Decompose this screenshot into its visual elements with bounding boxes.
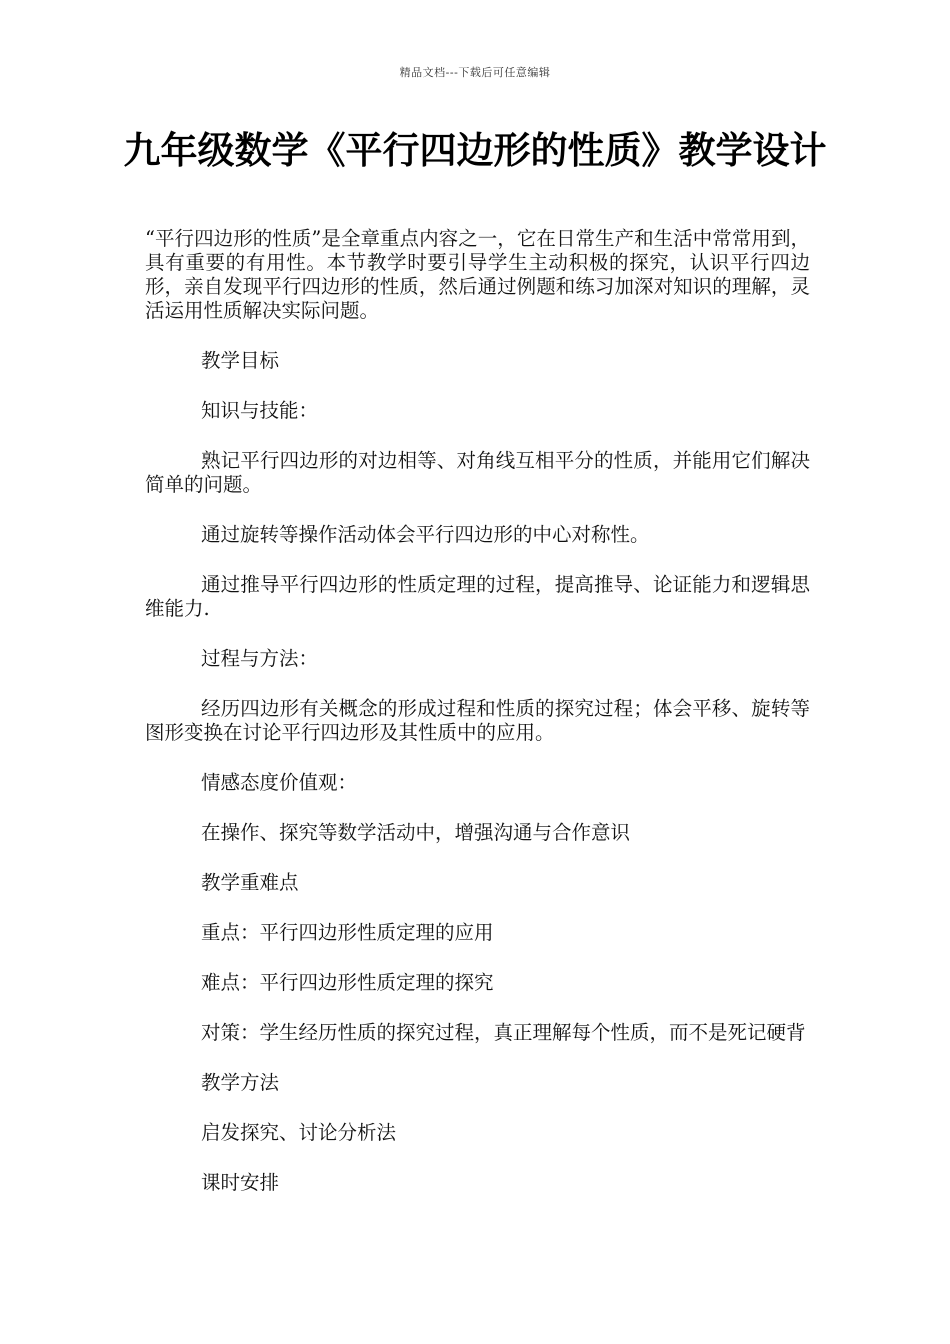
paragraph-method: 启发探究、讨论分析法 [201, 1121, 397, 1144]
paragraph-goal-1: 熟记平行四边形的对边相等、对角线互相平分的性质，并能用它们解决简单的问题。 [145, 449, 810, 496]
paragraph-goal-3: 通过推导平行四边形的性质定理的过程，提高推导、论证能力和逻辑思维能力. [145, 573, 810, 620]
paragraph-goal-2: 通过旋转等操作活动体会平行四边形的中心对称性。 [201, 523, 650, 546]
paragraph-strategy: 对策：学生经历性质的探究过程，真正理解每个性质，而不是死记硬背 [201, 1021, 806, 1044]
section-heading-teaching-method: 教学方法 [201, 1071, 280, 1094]
subheading-attitude-values: 情感态度价值观： [201, 771, 358, 794]
subheading-knowledge-skills: 知识与技能： [201, 399, 319, 422]
section-heading-teaching-goals: 教学目标 [201, 349, 280, 372]
section-heading-schedule: 课时安排 [201, 1171, 280, 1194]
page-header: 精品文档---下载后可任意编辑 [399, 66, 551, 79]
paragraph-process: 经历四边形有关概念的形成过程和性质的探究过程；体会平移、旋转等图形变换在讨论平行四边形及其性质中的应用。 [145, 697, 810, 744]
paragraph-attitude: 在操作、探究等数学活动中，增强沟通与合作意识 [201, 821, 631, 844]
paragraph-key-point: 重点：平行四边形性质定理的应用 [201, 921, 494, 944]
paragraph-difficult-point: 难点：平行四边形性质定理的探究 [201, 971, 494, 994]
document-title: 九年级数学《平行四边形的性质》教学设计 [123, 128, 827, 172]
intro-paragraph: “平行四边形的性质”是全章重点内容之一，它在日常生产和生活中常常用到，具有重要的有用性。本节教学时要引导学生主动积极的探究，认识平行四边形，亲自发现平行四边形的性质，然后通过例题和练习加深对知识的理解，灵活运用性质解决实际问题。 [145, 227, 810, 322]
subheading-process-method: 过程与方法： [201, 647, 319, 670]
document-body [145, 227, 810, 1195]
section-heading-key-points: 教学重难点 [201, 871, 299, 894]
